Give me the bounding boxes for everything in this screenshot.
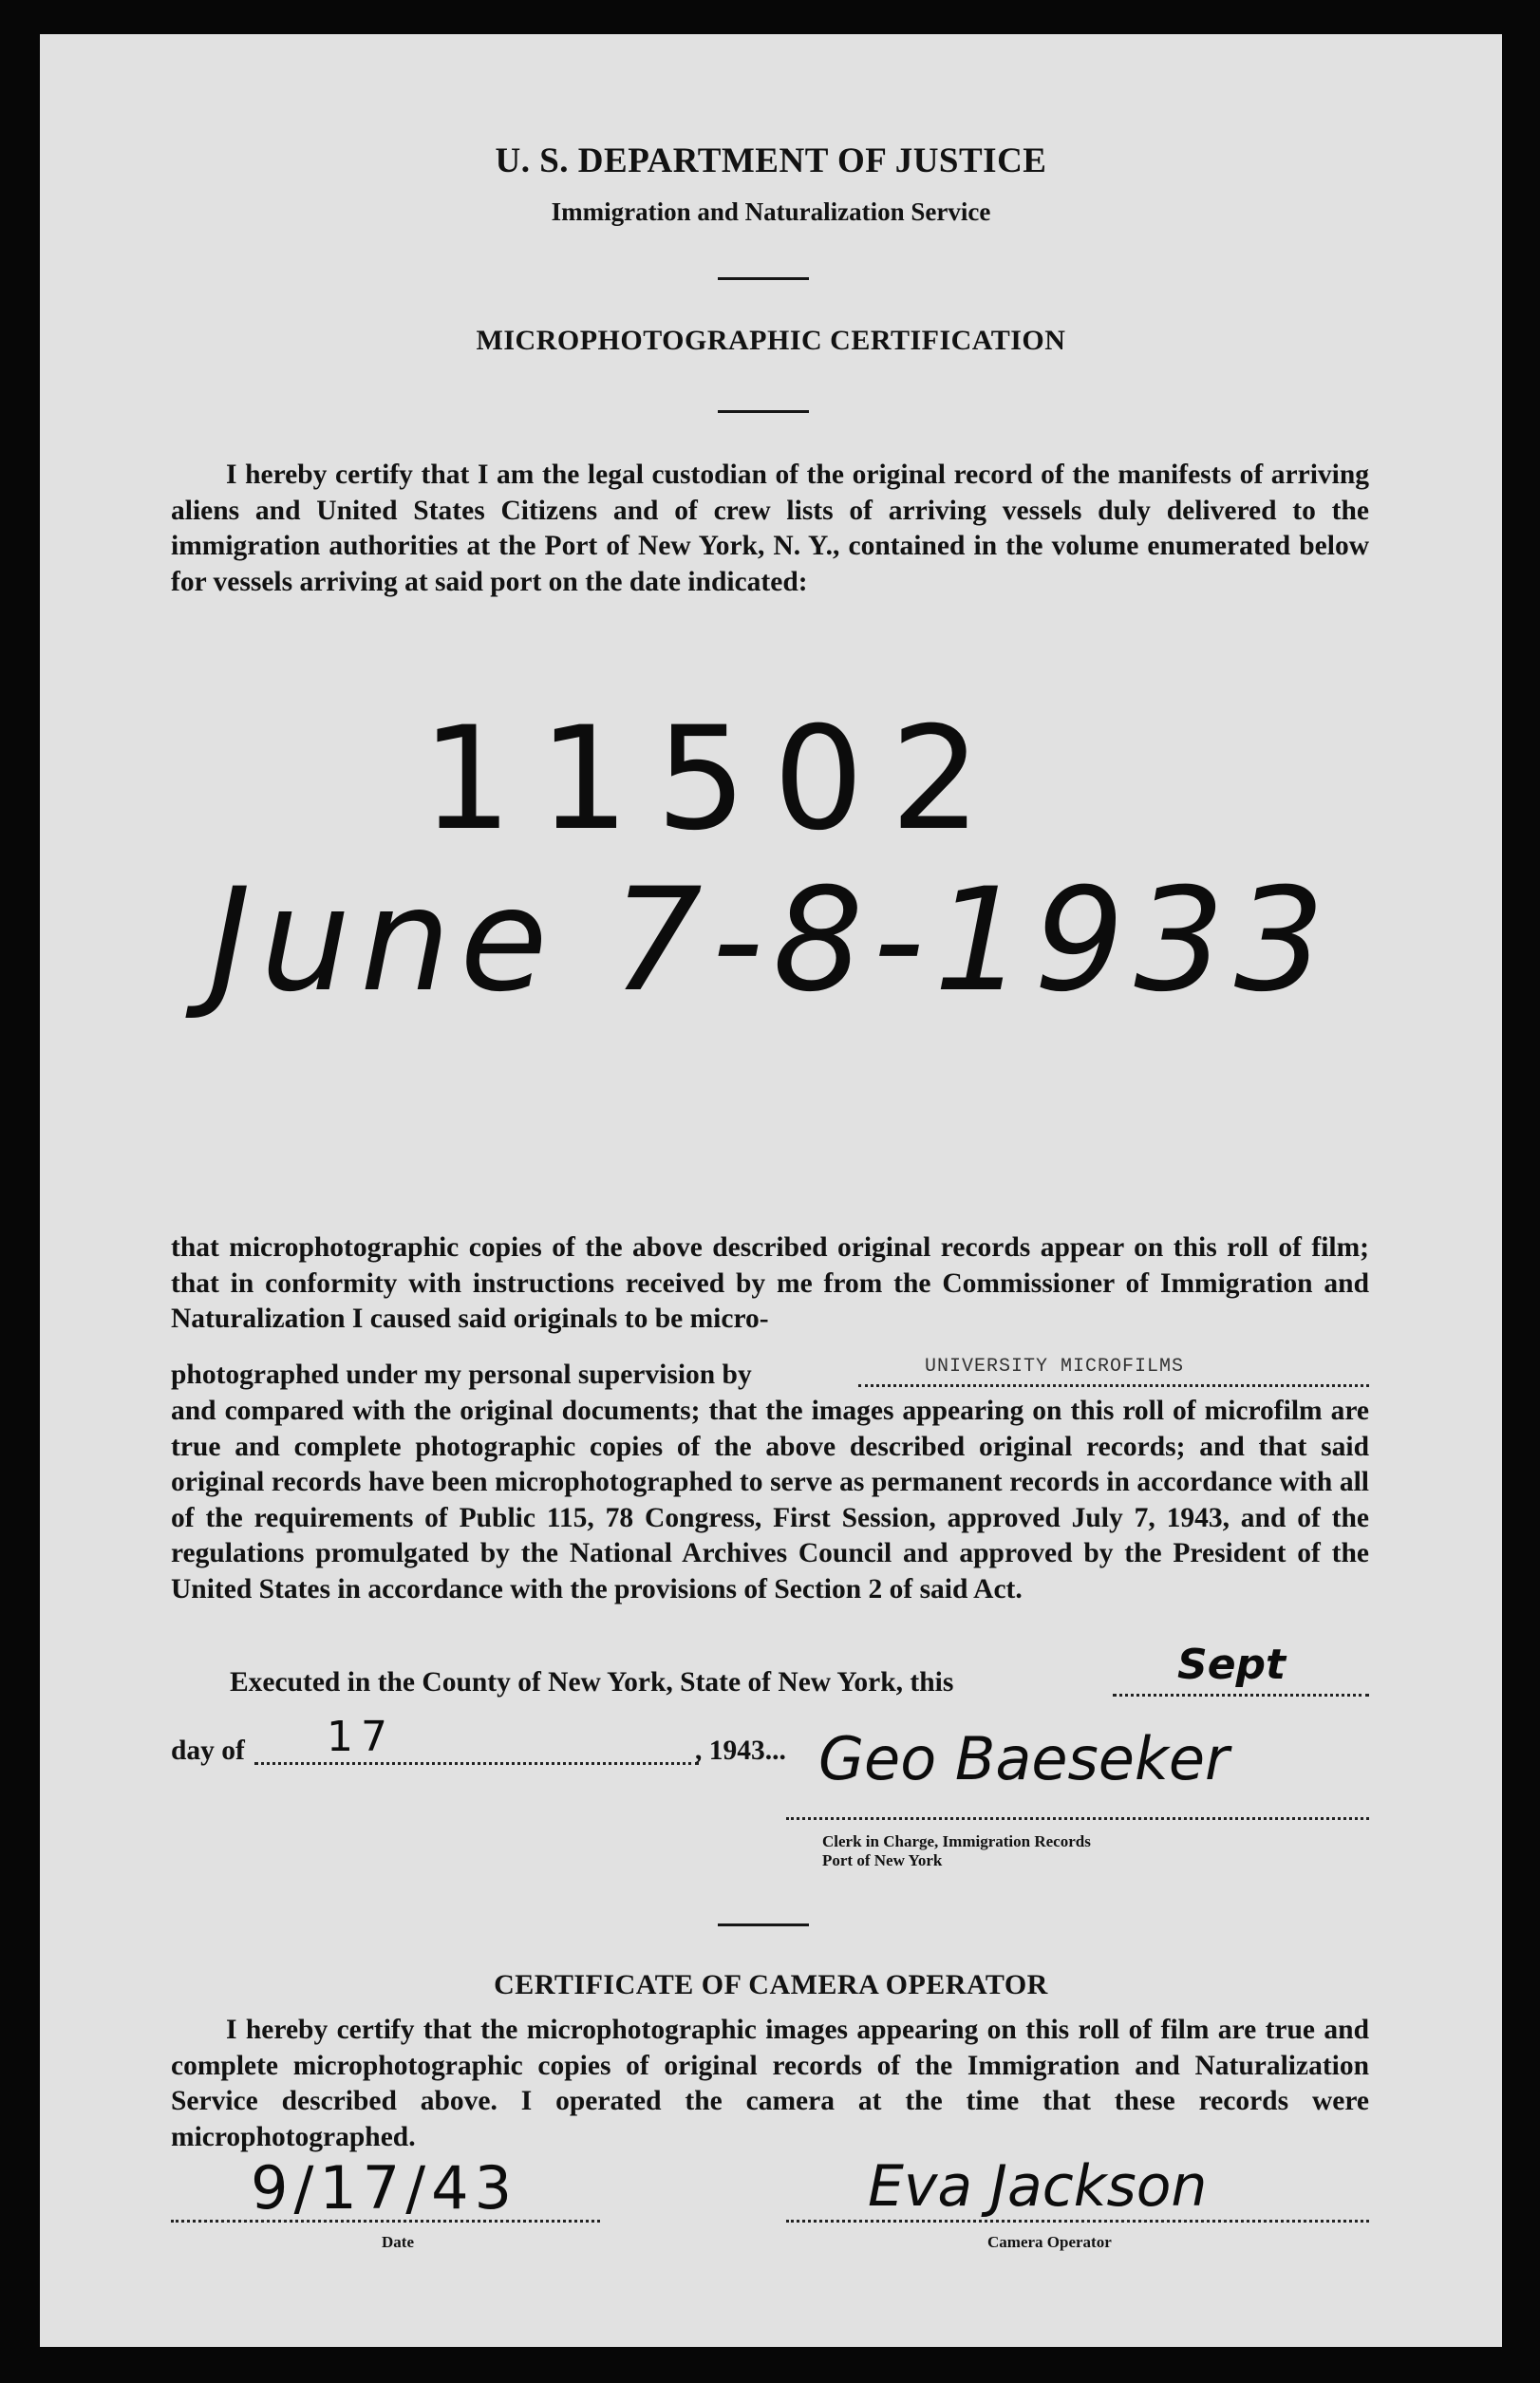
date-fill-line	[171, 2220, 600, 2223]
supervisor-fill-line	[858, 1384, 1369, 1387]
clerk-signature: Geo Baeseker	[818, 1724, 1230, 1793]
supervision-label: photographed under my personal supervision by	[171, 1360, 752, 1390]
camera-operator-paragraph: I hereby certify that the microphotographic images appearing on this roll of film are true and complete microphotographic copies of original records of the Immigration and Naturalization Service described above. I operated the camera at the time that these records were microphotographed.	[171, 2015, 1369, 2152]
year-dots: ...	[764, 1736, 786, 1766]
clerk-caption	[822, 1832, 1091, 1870]
day-label: day of	[171, 1736, 245, 1766]
month-fill-line	[1113, 1694, 1369, 1697]
month-handwritten: Sept	[1177, 1641, 1286, 1689]
service-subheading: Immigration and Naturalization Service	[551, 197, 991, 226]
year-prefix: , 194	[695, 1736, 751, 1766]
camera-operator-title: CERTIFICATE OF CAMERA OPERATOR	[494, 1969, 1048, 2000]
divider	[718, 277, 809, 280]
year-label	[695, 1736, 786, 1767]
clerk-caption-line1: Clerk in Charge, Immigration Records	[822, 1832, 1091, 1850]
certification-document	[40, 34, 1502, 2347]
certification-title: MICROPHOTOGRAPHIC CERTIFICATION	[476, 325, 1066, 356]
operator-caption: Camera Operator	[987, 2233, 1112, 2251]
operator-signature: Eva Jackson	[868, 2153, 1208, 2220]
date-caption: Date	[382, 2233, 414, 2251]
body-lead-paragraph: that microphotographic copies of the above described original records appear on this roll of film; that in conformity with instructions received by me from the Commissioner of Immigration and Naturalization I caused said originals to be micro-	[171, 1232, 1369, 1334]
executed-label: Executed in the County of New York, State of New York, this	[230, 1667, 954, 1698]
body-rest-paragraph: and compared with the original documents; that the images appearing on this roll of microfilm are true and complete photographic copies of the above described original records; and that said original records have been microphotographed to serve as permanent records in accordance with all of the requirements of Public 115, 78 Congress, First Session, approved July 7, 1943, and of the regulations promulgated by the National Archives Council and approved by the President of the United States in accordance with the provisions of Section 2 of said Act.	[171, 1396, 1369, 1604]
volume-number-handwritten: 11502	[422, 697, 1008, 862]
clerk-caption-line2: Port of New York	[822, 1851, 943, 1869]
intro-paragraph: I hereby certify that I am the legal custodian of the original record of the manifests of arriving aliens and United States Citizens and of crew lists of arriving vessels duly delivered to the immigration authorities at the Port of New York, N. Y., contained in the volume enumerated below for vessels arriving at said port on the date indicated:	[171, 460, 1369, 597]
clerk-signature-line	[786, 1817, 1369, 1820]
day-fill-line	[254, 1762, 699, 1765]
divider	[718, 410, 809, 413]
year-digit-handwritten: 3	[751, 1736, 765, 1766]
divider	[718, 1923, 809, 1926]
supervisor-typed: UNIVERSITY MICROFILMS	[925, 1356, 1185, 1378]
operator-signature-line	[786, 2220, 1369, 2223]
department-heading: U. S. DEPARTMENT OF JUSTICE	[495, 141, 1047, 180]
day-handwritten: 17	[327, 1713, 395, 1761]
operator-date-handwritten: 9/17/43	[251, 2153, 518, 2223]
date-handwritten: June 7-8-1933	[209, 858, 1335, 1023]
